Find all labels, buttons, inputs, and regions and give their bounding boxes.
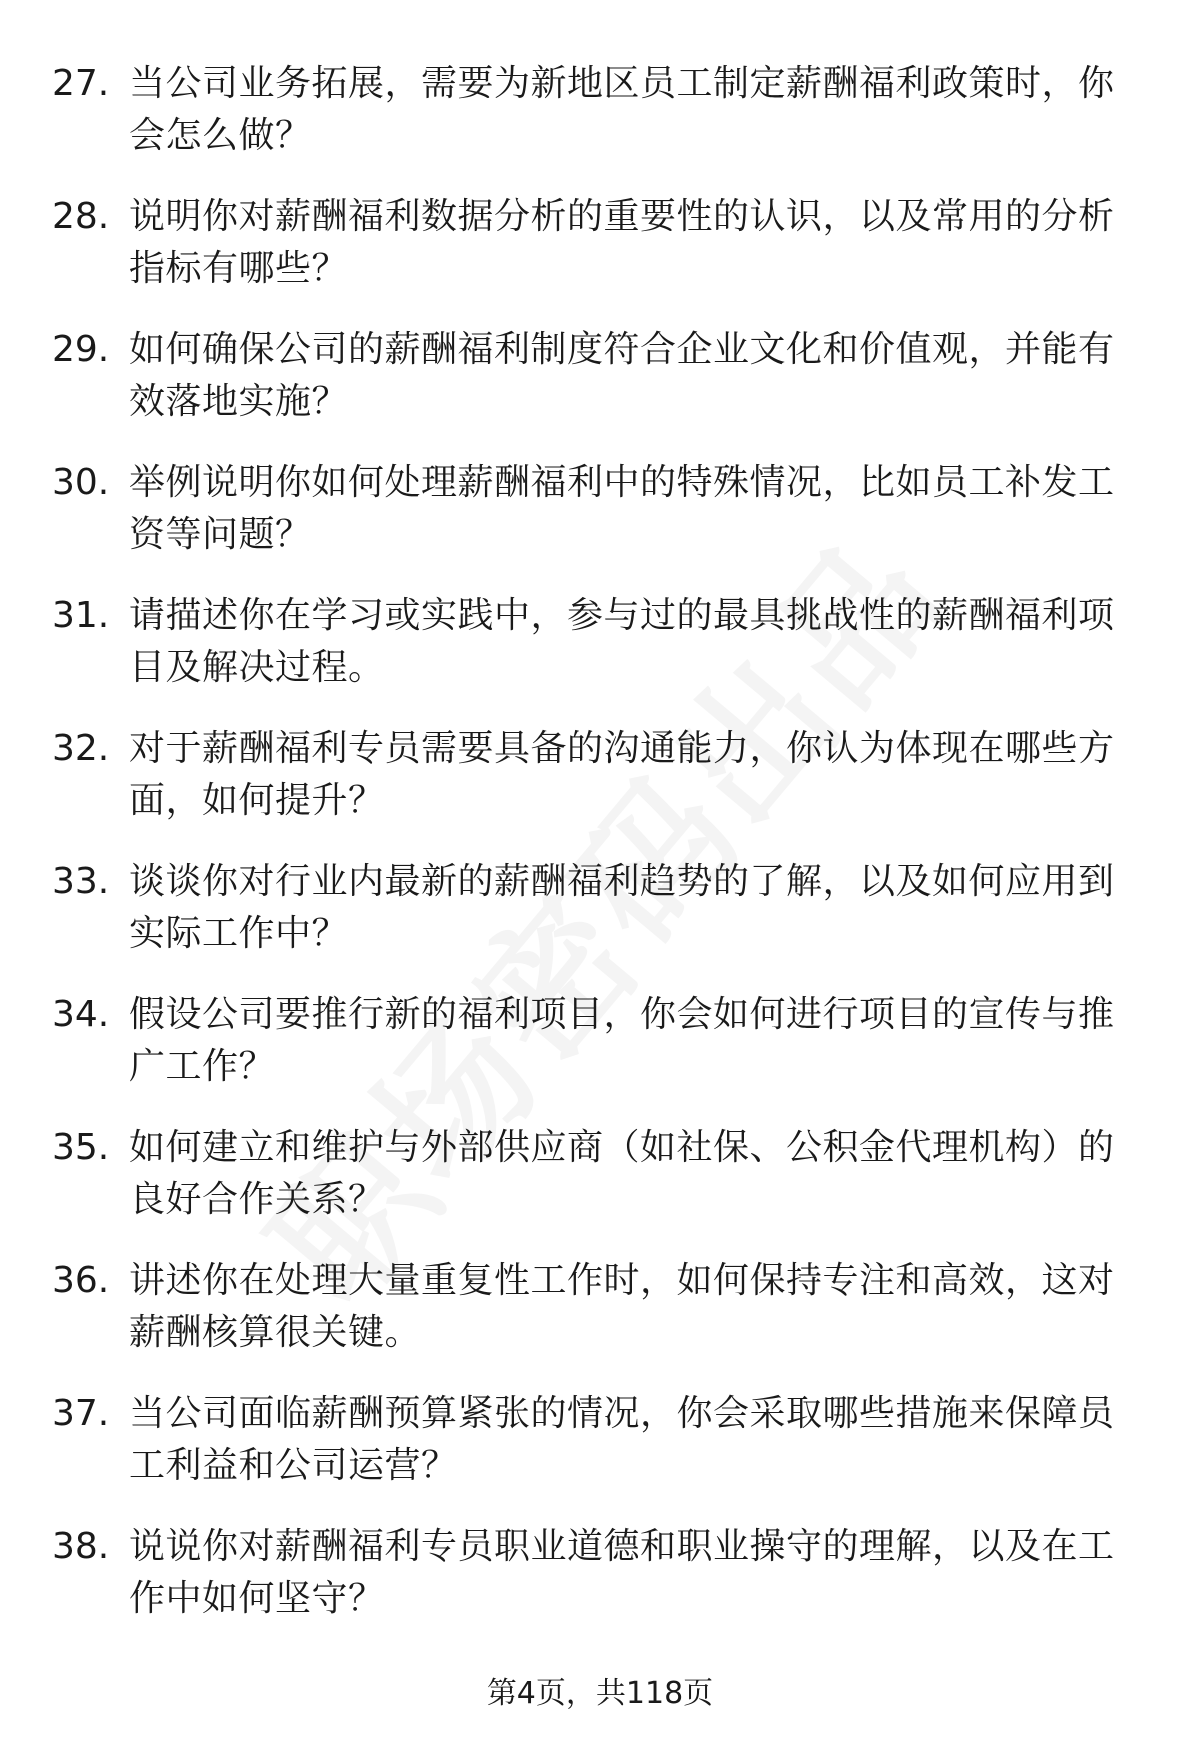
question-item bbox=[52, 457, 1142, 590]
question-text: 举例说明你如何处理薪酬福利中的特殊情况，比如员工补发工资等问题？ bbox=[129, 462, 1115, 555]
question-item bbox=[52, 1388, 1142, 1521]
question-list bbox=[52, 58, 1142, 1654]
question-text: 谈谈你对行业内最新的薪酬福利趋势的了解，以及如何应用到实际工作中？ bbox=[129, 861, 1115, 954]
question-number: 37. bbox=[52, 1393, 110, 1434]
question-item bbox=[52, 1122, 1142, 1255]
question-number: 35. bbox=[52, 1127, 110, 1168]
question-number: 29. bbox=[52, 329, 110, 370]
question-number: 34. bbox=[52, 994, 110, 1035]
question-item bbox=[52, 191, 1142, 324]
question-number: 30. bbox=[52, 462, 110, 503]
question-item bbox=[52, 1521, 1142, 1654]
question-item bbox=[52, 58, 1142, 191]
question-number: 27. bbox=[52, 63, 110, 104]
question-text: 讲述你在处理大量重复性工作时，如何保持专注和高效，这对薪酬核算很关键。 bbox=[129, 1260, 1115, 1353]
question-text: 假设公司要推行新的福利项目，你会如何进行项目的宣传与推广工作？ bbox=[129, 994, 1115, 1087]
question-number: 28. bbox=[52, 196, 110, 237]
question-number: 33. bbox=[52, 861, 110, 902]
question-text: 当公司面临薪酬预算紧张的情况，你会采取哪些措施来保障员工利益和公司运营？ bbox=[129, 1393, 1115, 1486]
question-item bbox=[52, 324, 1142, 457]
question-text: 说明你对薪酬福利数据分析的重要性的认识，以及常用的分析指标有哪些？ bbox=[129, 196, 1115, 289]
question-item bbox=[52, 856, 1142, 989]
question-item bbox=[52, 989, 1142, 1122]
question-item bbox=[52, 723, 1142, 856]
question-text: 当公司业务拓展，需要为新地区员工制定薪酬福利政策时，你会怎么做？ bbox=[129, 63, 1115, 156]
question-item bbox=[52, 1255, 1142, 1388]
question-text: 对于薪酬福利专员需要具备的沟通能力，你认为体现在哪些方面，如何提升？ bbox=[129, 728, 1115, 821]
question-number: 36. bbox=[52, 1260, 110, 1301]
question-text: 说说你对薪酬福利专员职业道德和职业操守的理解，以及在工作中如何坚守？ bbox=[129, 1526, 1115, 1619]
question-number: 32. bbox=[52, 728, 110, 769]
question-text: 如何建立和维护与外部供应商（如社保、公积金代理机构）的良好合作关系？ bbox=[129, 1127, 1115, 1220]
question-item bbox=[52, 590, 1142, 723]
page-number-footer: 第4页，共118页 bbox=[486, 1676, 714, 1711]
question-number: 38. bbox=[52, 1526, 110, 1567]
question-number: 31. bbox=[52, 595, 110, 636]
question-text: 请描述你在学习或实践中，参与过的最具挑战性的薪酬福利项目及解决过程。 bbox=[129, 595, 1115, 688]
question-text: 如何确保公司的薪酬福利制度符合企业文化和价值观，并能有效落地实施？ bbox=[129, 329, 1115, 422]
